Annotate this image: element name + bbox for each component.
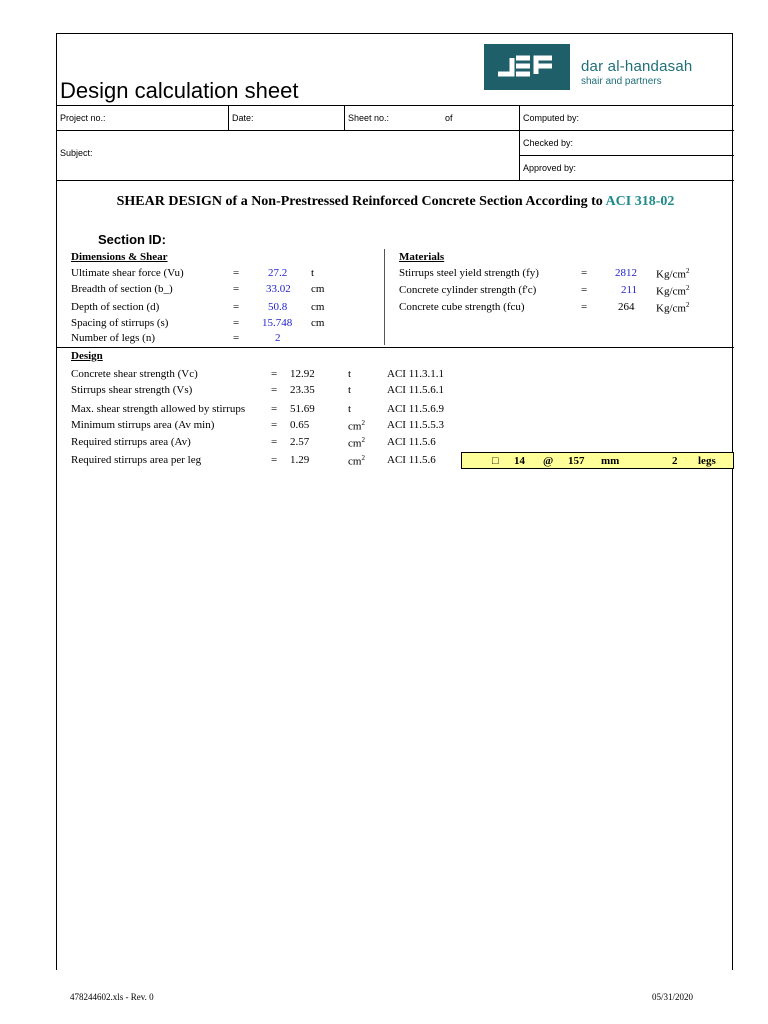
computed-value: 1.29: [290, 454, 310, 466]
unit-label: [656, 267, 689, 281]
input-value[interactable]: 15.748: [262, 317, 293, 329]
calculation-sheet: [56, 33, 733, 970]
unit-label: [348, 419, 365, 433]
code-ref: ACI 11.5.6: [387, 454, 436, 466]
header-bottom-rule: [57, 180, 734, 181]
input-value[interactable]: 2812: [615, 267, 637, 279]
code-ref: ACI 11.3.1.1: [387, 368, 445, 380]
unit-label: [656, 284, 689, 298]
row-label: Stirrups steel yield strength (fy): [399, 267, 539, 279]
logo-company-name: dar al-handasah: [581, 58, 693, 75]
code-ref: ACI 11.5.6.9: [387, 403, 445, 415]
design-section-heading: Design: [71, 350, 103, 362]
input-value[interactable]: 50.8: [268, 301, 288, 313]
subject-label: Subject:: [60, 148, 93, 158]
materials-heading: Materials: [399, 251, 445, 263]
dimensions-heading: Dimensions & Shear: [71, 251, 168, 263]
equals-sign: =: [233, 267, 240, 279]
equals-sign: =: [271, 368, 278, 380]
code-ref: ACI 11.5.6.1: [387, 384, 445, 396]
equals-sign: =: [581, 301, 588, 313]
spacing-unit: mm: [601, 455, 620, 467]
unit-label: [348, 436, 365, 450]
stirrup-spacing: 157: [568, 455, 585, 467]
row-label: Stirrups shear strength (Vs): [71, 384, 193, 396]
code-reference: ACI 318-02: [605, 194, 675, 209]
computed-value: 12.92: [290, 368, 315, 380]
footer-date: 05/31/2020: [652, 992, 694, 1002]
equals-sign: =: [581, 284, 588, 296]
bar-diameter: 14: [514, 455, 525, 467]
row-label: Concrete cylinder strength (f'c): [399, 284, 537, 296]
input-value[interactable]: 211: [621, 284, 638, 296]
column-divider: [384, 249, 385, 345]
unit-superscript: 2: [685, 301, 690, 309]
section-divider: [57, 347, 734, 348]
equals-sign: =: [271, 419, 278, 431]
header-row-1: [57, 105, 734, 130]
computed-value: 2.57: [290, 436, 310, 448]
of-label: of: [445, 113, 453, 123]
approved-by-label: Approved by:: [523, 163, 577, 173]
unit-label: cm: [311, 301, 325, 313]
row-label: Number of legs (n): [71, 332, 156, 344]
row-label: Minimum stirrups area (Av min): [71, 419, 215, 431]
unit-text: cm: [348, 455, 362, 468]
row-label: Spacing of stirrups (s): [71, 317, 169, 329]
equals-sign: =: [271, 436, 278, 448]
project-no-label: Project no.:: [60, 113, 106, 123]
row-label: Concrete cube strength (fcu): [399, 301, 525, 313]
unit-superscript: 2: [685, 267, 690, 275]
computed-value: 23.35: [290, 384, 315, 396]
section-id-label: Section ID:: [98, 232, 166, 247]
equals-sign: =: [233, 283, 240, 295]
bar-diameter-symbol: □: [492, 455, 499, 467]
unit-label: t: [311, 267, 315, 279]
row-label: Max. shear strength allowed by stirrups: [71, 403, 246, 415]
project-no-field[interactable]: [57, 106, 229, 130]
unit-label: [656, 301, 689, 315]
company-logo: [484, 44, 716, 92]
input-value[interactable]: 33.02: [266, 283, 291, 295]
unit-text: cm: [348, 437, 362, 450]
computed-by-label: Computed by:: [523, 113, 580, 123]
unit-text: Kg/cm: [656, 302, 686, 315]
computed-by-field[interactable]: [520, 106, 734, 130]
legs-count: 2: [672, 455, 678, 467]
computed-value: 51.69: [290, 403, 315, 415]
row-label: Required stirrups area per leg: [71, 454, 202, 466]
sheet-no-field[interactable]: [345, 106, 520, 130]
equals-sign: =: [233, 332, 240, 344]
unit-superscript: 2: [361, 454, 365, 462]
row-label: Breadth of section (b_): [71, 283, 173, 295]
checked-by-label: Checked by:: [523, 138, 574, 148]
unit-superscript: 2: [361, 419, 365, 427]
date-label: Date:: [232, 113, 254, 123]
unit-superscript: 2: [361, 436, 365, 444]
subject-field[interactable]: [57, 131, 520, 180]
equals-sign: =: [233, 317, 240, 329]
logo-company-subtitle: shair and partners: [581, 76, 662, 87]
row-label: Concrete shear strength (Vc): [71, 368, 198, 380]
code-ref: ACI 11.5.5.3: [387, 419, 445, 431]
input-value[interactable]: 2: [275, 332, 281, 344]
design-heading-text: SHEAR DESIGN of a Non-Prestressed Reinforced Concrete Section According to: [116, 194, 606, 209]
unit-label: [348, 454, 365, 468]
equals-sign: =: [271, 454, 278, 466]
unit-text: Kg/cm: [656, 285, 686, 298]
unit-superscript: 2: [685, 284, 690, 292]
sheet-title: Design calculation sheet: [60, 78, 299, 103]
code-ref: ACI 11.5.6: [387, 436, 436, 448]
equals-sign: =: [581, 267, 588, 279]
header-row-2: [57, 130, 734, 180]
unit-label: t: [348, 403, 352, 415]
legs-label: legs: [698, 455, 716, 467]
approved-by-field[interactable]: [520, 156, 734, 181]
logo-mark-icon: [484, 44, 570, 90]
equals-sign: =: [271, 384, 278, 396]
sheet-no-label: Sheet no.:: [348, 113, 390, 123]
equals-sign: =: [271, 403, 278, 415]
row-label: Depth of section (d): [71, 301, 160, 313]
at-sign: @: [543, 455, 554, 467]
unit-label: t: [348, 368, 352, 380]
equals-sign: =: [233, 301, 240, 313]
unit-text: cm: [348, 420, 362, 433]
unit-label: cm: [311, 317, 325, 329]
input-value[interactable]: 27.2: [268, 267, 288, 279]
unit-text: Kg/cm: [656, 268, 686, 281]
stirrup-result-box: [461, 452, 734, 469]
date-field[interactable]: [229, 106, 345, 130]
computed-value: 0.65: [290, 419, 310, 431]
checked-by-field[interactable]: [520, 131, 734, 156]
computed-value: 264: [618, 301, 635, 313]
unit-label: cm: [311, 283, 325, 295]
footer-file-name: 478244602.xls - Rev. 0: [70, 992, 154, 1002]
row-label: Ultimate shear force (Vu): [71, 267, 184, 279]
design-heading: [57, 194, 734, 210]
unit-label: t: [348, 384, 352, 396]
row-label: Required stirrups area (Av): [71, 436, 191, 448]
